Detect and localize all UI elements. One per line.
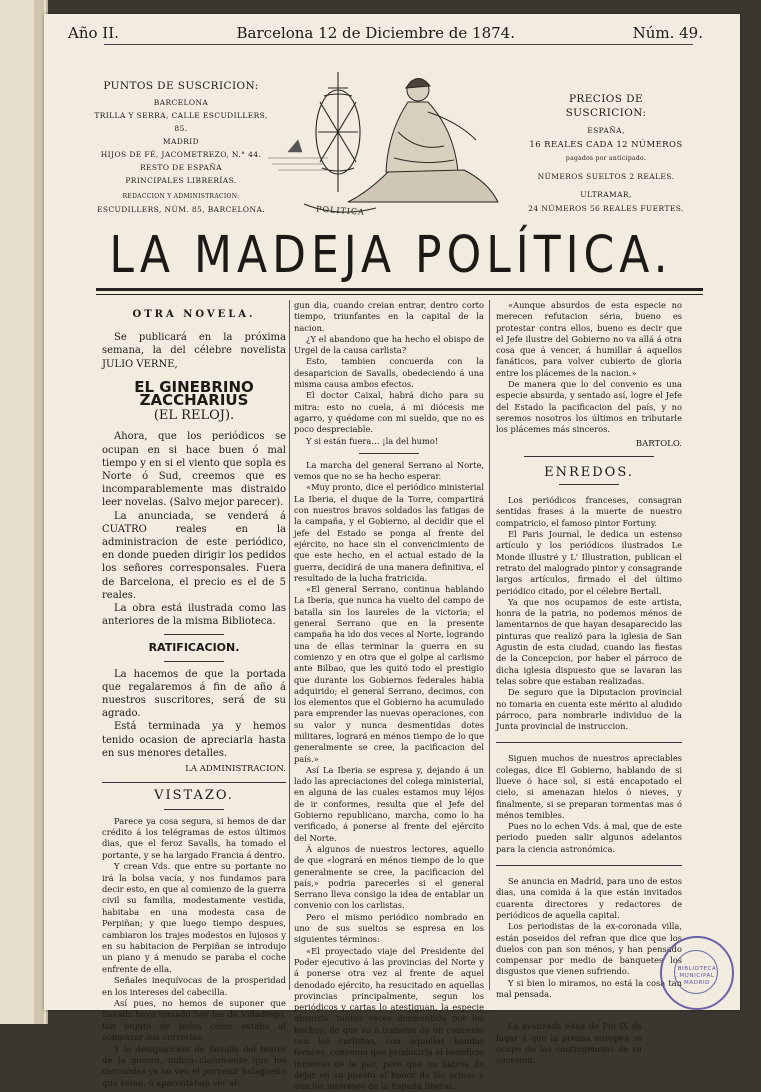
paragraph: La anunciada, se venderá á CUATRO reales en la administracion de este periódico, en donde pueden dirigir los pedidos los señores corresponsales. Fuera de Barcelona, el precio es el de 5 reales. xyxy=(102,510,286,601)
paragraph: Se publicará en la próxima semana, la del célebre novelista JULIO VERNE, xyxy=(102,332,286,370)
dateline xyxy=(68,24,703,42)
paragraph: Siguen muchos de nuestros apreciables colegas, dice El Gobierno, hablando de si llueve ó hace sol, si está encapotado el cielo, si amenazan hielos ó nieves, y finalmente, si se preparan tormentas mas ó ménos temibles. xyxy=(496,753,682,820)
paragraph: La avanzada edad de Pio IX da lugar á que la prensa europea se ocupe de las contingencias de su sucesion. xyxy=(496,1021,642,1066)
paragraph: El Paris Journal, le dedica un estenso artículo y los periódicos ilustrados Le Monde illustré y L' Illustration, publican el retrato del malogrado pintor y consagrande largos artículos, firmado el del último periódico citado, por el célebre Bertall. xyxy=(496,529,682,596)
issue-number: Núm. 49. xyxy=(632,24,703,42)
section-rule xyxy=(496,742,682,743)
column-2 xyxy=(294,300,484,1092)
vistazo-body xyxy=(102,816,286,1090)
sub-line: TRILLA Y SERRA, CALLE ESCUDILLERS, 85. xyxy=(94,111,268,133)
masthead-rule-thick xyxy=(96,288,703,291)
section-rule xyxy=(496,865,682,866)
subscription-points xyxy=(92,80,270,216)
section-title-otra-novela: OTRA NOVELA. xyxy=(132,309,256,320)
paragraph: La marcha del general Serrano al Norte, vemos que no se ha hecho esperar. xyxy=(294,459,484,482)
paragraph: Y si están fuera… ¡la del humo! xyxy=(306,435,439,446)
signature-administracion: LA ADMINISTRACION. xyxy=(185,764,286,775)
paragraph: ¿Y el abandono que ha hecho el obispo de Urgel de la causa carlista? xyxy=(294,333,484,356)
sub-line: HIJOS DE FÉ, JACOMETREZO, N.° 44. xyxy=(100,150,262,159)
banner-text: POLITICA xyxy=(315,204,366,217)
stamp-text: BIBLIOTECA MUNICIPAL MADRID xyxy=(677,966,717,986)
place-date: Barcelona 12 de Diciembre de 1874. xyxy=(236,24,515,42)
masthead-title: LA MADEJA POLÍTICA. xyxy=(109,226,673,285)
subscription-prices-title: PRECIOS DE SUSCRICION: xyxy=(565,93,647,119)
paragraph: Pero el mismo periódico nombrado en uno de sus sueltos se espresa en los siguientes términos: xyxy=(294,911,484,945)
section-title-vistazo: VISTAZO. xyxy=(154,788,234,804)
paragraph: El doctor Caixal, habrá dicho para su mitra: esto no cuela, á mi diócesis me agarro, y quédome con mi sueldo, que no es poco despreciable. xyxy=(294,390,484,435)
paragraph: Se anuncia en Madrid, para uno de estos dias, una comida á la que están invitados cuarenta directores y redactores de periódicos de aquella capital. xyxy=(496,876,682,920)
section-rule xyxy=(359,453,419,454)
sub-line: RESTO DE ESPAÑA xyxy=(139,163,223,172)
paragraph: Pues no lo echen Vds. á mal, que de este periodo pueden salir algunos adelantos para la ciencia astronómica. xyxy=(496,821,682,854)
paragraph: Así pues, no hemos de suponer que Savalls haya tomado hoy las de Villadiego, tan enjuto de bolsa como estaba al comenzar sus correrías. xyxy=(102,998,286,1043)
paragraph: Está terminada ya y hemos tenido ocasion de apreciarla hasta en sus menores detalles. xyxy=(102,721,286,759)
paragraph: Y la desaparicion de Savalls del teatro de la guerra, indica claramente que los carcundas ya no ven el porvenir halagüeño que veian, ó aparentaban ver al- xyxy=(102,1043,286,1088)
section-rule xyxy=(164,809,224,810)
sub-line: BARCELONA xyxy=(153,98,209,107)
section-rule xyxy=(496,1010,682,1011)
library-stamp xyxy=(660,936,734,1010)
binding-edge xyxy=(34,0,44,1024)
paragraph: «Aunque absurdos de esta especie no merecen refutacion séria, bueno es protestar contra ellos, bueno es decir que el Jefe ilustre del Gobierno no va allá á otra cosa que á vencer, á humillar á aquellos fanáticos, para volver cubierto de gloria entre los plácemes de la nacion.» xyxy=(496,300,682,378)
sub-line: REDACCION Y ADMINISTRACION: xyxy=(122,193,240,200)
section-title-enredos: ENREDOS. xyxy=(544,464,634,480)
paragraph: La obra está ilustrada como las anteriores de la misma Biblioteca. xyxy=(102,603,286,628)
year-label: Año II. xyxy=(68,24,119,42)
section-rule xyxy=(102,782,286,783)
paragraph: Y si bien lo miramos, no está la cosa tan mal pensada. xyxy=(496,977,682,1000)
paragraph: Ahora, que los periódicos se ocupan en si hace buen ó mal tiempo y en si el viento que sopla es Norte ó Sud, creemos que es incomparablemente mas distraido leer novelas. (Salvo mejor parecer). xyxy=(102,431,286,509)
dateline-rule xyxy=(104,44,693,45)
paragraph: «Muy pronto, dice el periódico ministerial La Iberia, el duque de la Torre, compartirá con nuestros bravos soldados las fatigas de la campaña, y el Gobierno, al decidir que el jefe del Estado se ponga al frente del ejército, no hace sin el convencimiento de que este hecho, en el actual estado de la guerra, decidirá de una manera definitiva, el resultado de la lucha fratricida. xyxy=(294,482,484,583)
paragraph: De manera que lo del convenio es una especie absurda, y sentado así, logre el Jefe del Estado la pacificacion del país, y no seremos nosotros los últimos en tributarle los plácemes más sinceros. xyxy=(496,379,682,435)
sub-line: PRINCIPALES LIBRERÍAS. xyxy=(125,176,237,185)
paragraph: «El proyectado viaje del Presidente del Poder ejecutivo á las provincias del Norte y á ponerse otra vez al frente de aquel denodado ejército, ha resucitado en aquellas provincias principalmente, segun los periódicos y cartas lo atestiguan, la especie absurda, tantas veces desmentida por los hechos, de que va á tratarse de un convenio con los carlistas, con aquellas bandas feroces, convenio que produciría el beneficio inmenso de la paz, pero que no habria de dejar en su puesto el honor de las armas y aun los intereses de la España liberal. xyxy=(294,945,484,1092)
price-line: ULTRAMAR, xyxy=(580,190,632,199)
fasces-icon xyxy=(316,72,360,192)
price-line: pagados por anticipado. xyxy=(565,155,647,162)
price-line: NÚMEROS SUELTOS 2 REALES. xyxy=(537,172,675,181)
seated-figure-icon xyxy=(348,78,498,202)
column-1 xyxy=(102,304,286,1089)
paragraph: Parece ya cosa segura, si hemos de dar crédito á los telégramas de estos últimos dias, que el feroz Savalls, ha tomado el portante, y se ha largado Francia á dentro. xyxy=(102,815,286,860)
sub-line: ESCUDILLERS, NÚM. 85, BARCELONA. xyxy=(96,205,266,214)
paragraph: De seguro que la Diputacion provincial no tomaria en cuenta este mérito al aludido párroco, para nombrarle individuo de la Junta provincial de instruccion. xyxy=(496,687,682,732)
section-rule xyxy=(524,456,654,457)
paragraph: «El general Serrano, continua hablando La Iberia, que nunca ha vuelto del campo de batalla sin los laureles de la victoria; el general Serrano que en la presente campaña ha ido dos veces al Norte, logrando una de ellas terminar la guerra en su comienzo y en otra que el golpe al carlismo ante Bilbao, que les quitó todo el prestigio que durante los Gobiernos federales habia adquirido; el general Serrano, decimos, con los elementos que el Gobierno ha acumulado para emprender las nuevas operaciones, con su valor y nunca desmentidas dotes militares, logrará en ménos tiempo de lo que generalmente se cree, la pacificacion del país.» xyxy=(294,584,484,764)
paragraph: Á algunos de nuestros lectores, aquello de que «logrará en ménos tiempo de lo que generalmente se cree, la pacificacion del país,» podria parecerles si el general Serrano lleva consigo la idea de entablar un convenio con los carlistas. xyxy=(294,843,484,911)
sub-line: MADRID xyxy=(162,137,200,146)
paragraph: Esto, tambien concuerda con la desaparicion de Savalls, obedeciendo á una misma causa ambos efectos. xyxy=(294,356,484,390)
price-line: ESPAÑA, xyxy=(587,126,625,135)
paragraph: Así La Iberia se espresa y, dejando á un lado las apreciaciones del colega ministerial, en alguna de las cuales estamos muy léjos de ir conformes, resulta que el Jefe del Gobierno republicano, marcha, como lo ha verificado, á ponerse al frente del ejército del Norte. xyxy=(294,764,484,843)
novel-title: EL GINEBRINO ZACCHARIUS xyxy=(134,377,254,410)
section-title-ratificacion: RATIFICACION. xyxy=(148,641,240,655)
subscription-points-title: PUNTOS DE SUSCRICION: xyxy=(103,80,259,92)
section-rule xyxy=(559,484,619,485)
paragraph: Señales inequívocas de la prosperidad en los intereses del cabecilla. xyxy=(102,975,286,997)
paragraph: gun dia, cuando creian entrar, dentro corto tiempo, triunfantes en la capital de la nacion. xyxy=(294,300,484,333)
column-divider xyxy=(289,300,290,990)
paragraph: Los periodistas de la ex-coronada villa, están poseidos del refran que dice que los duelos con pan son ménos, y han pensado compensar por medio de banquetes los disgustos que vienen sufriendo. xyxy=(496,921,682,977)
section-rule xyxy=(164,661,224,662)
paragraph: Ya que nos ocupamos de este artista, honra de la patria, no podemos ménos de lamentarnos de que hayan desaparecido las pinturas que realizó para la iglesia de San Agustin de esta ciudad, cuando las fiestas de la Concepcion, por haber el párroco de dicha iglesia dispuesto que se lavaran las telas sobre que estaban realizadas. xyxy=(496,596,682,686)
novel-subtitle: (EL RELOJ). xyxy=(153,408,235,424)
price-line: 16 REALES CADA 12 NÚMEROS xyxy=(529,140,683,150)
subscription-prices xyxy=(528,92,684,216)
column-3 xyxy=(496,300,682,1067)
paragraph: La hacemos de que la portada que regalaremos á fin de año á nuestros suscritores, será de su agrado. xyxy=(102,668,286,720)
paragraph: Y crean Vds. que entre su portante no irá la bolsa vacía, y nos fundamos para decir esto, en que al comienzo de la guerra civil su familia, modestamente vestida, habitaba en una modesta casa de Perpiñan; y que luego tiempo despues, cambiaron los trajes modestos en lujosos y en su habitacion de Perpiñan se introdujo un piano y á menudo se paraba el coche enfrente de ella. xyxy=(102,861,286,974)
column-divider xyxy=(489,300,490,990)
paragraph: Los periódicos franceses, consagran sentidas frases á la muerte de nuestro compatricio, el famoso pintor Fortuny. xyxy=(496,495,682,528)
signature-bartolo: BARTOLO. xyxy=(635,438,682,449)
allegory-vignette xyxy=(268,62,518,222)
masthead-rule-thin xyxy=(96,294,703,295)
section-rule xyxy=(164,634,224,635)
price-line: 24 NÚMEROS 56 REALES FUERTES. xyxy=(528,204,684,213)
